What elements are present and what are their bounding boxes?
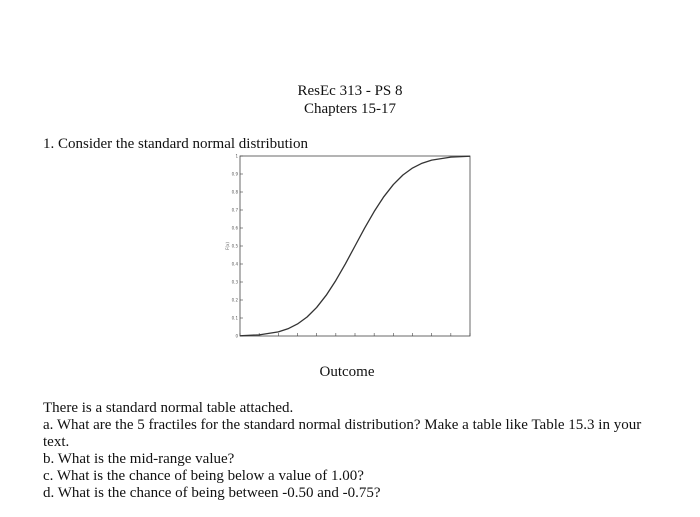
y-tick-label: 0.4 xyxy=(231,261,238,267)
y-tick-label: 0.6 xyxy=(231,225,238,231)
question-d: d. What is the chance of being between -0.50 and -0.75? xyxy=(43,485,381,501)
question-a: a. What are the 5 fractiles for the standard normal distribution? Make a table like Table 15.3 in your text. xyxy=(43,417,642,450)
title-line-chapters: Chapters 15-17 xyxy=(303,101,397,117)
y-tick-label: 0.9 xyxy=(231,171,238,177)
y-tick-label: 0.5 xyxy=(231,243,238,249)
cdf-curve xyxy=(240,156,470,336)
y-tick-label: 0 xyxy=(235,333,238,339)
cdf-chart xyxy=(224,152,474,348)
x-axis-label: Outcome xyxy=(319,364,375,380)
question-body xyxy=(43,400,663,502)
question-1-prompt: 1. Consider the standard normal distribution xyxy=(43,136,308,152)
table-note: There is a standard normal table attached. xyxy=(43,400,294,416)
y-tick-label: 0.2 xyxy=(231,297,238,303)
y-axis-label: F(x) xyxy=(225,242,230,250)
document-title xyxy=(0,82,700,118)
y-tick-label: 1 xyxy=(235,153,238,159)
y-tick-label: 0.3 xyxy=(231,279,238,285)
question-b: b. What is the mid-range value? xyxy=(43,451,235,467)
question-c: c. What is the chance of being below a value of 1.00? xyxy=(43,468,364,484)
y-tick-label: 0.1 xyxy=(231,315,238,321)
y-tick-label: 0.7 xyxy=(231,207,238,213)
y-tick-label: 0.8 xyxy=(231,189,238,195)
title-line-course: ResEc 313 - PS 8 xyxy=(297,83,403,99)
